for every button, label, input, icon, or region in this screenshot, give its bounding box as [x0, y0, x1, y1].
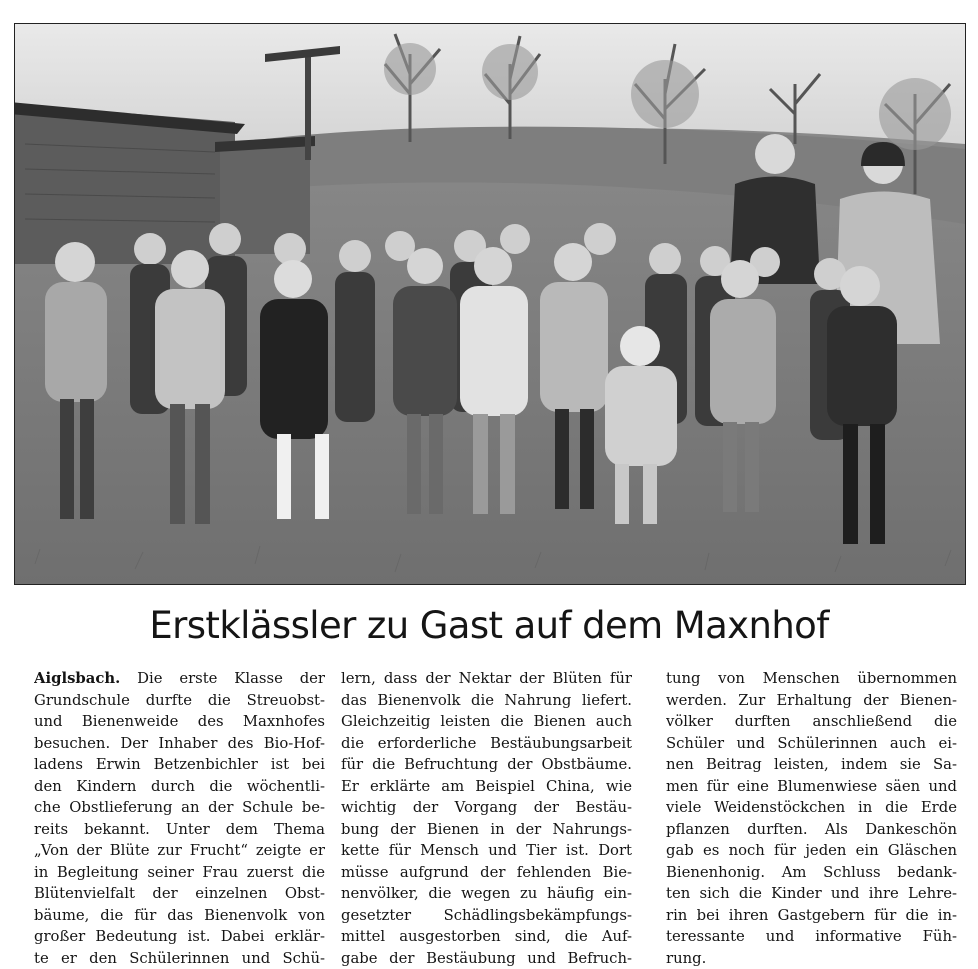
article-line: Blütenvielfalt der einzelnen Obst-	[34, 883, 325, 905]
article-line-text: Die erste Klasse der	[120, 670, 325, 687]
article-line: mittel ausgestorben sind, die Auf-	[341, 926, 632, 948]
article-line: gabe der Bestäubung und Befruch-	[341, 948, 632, 969]
article-line: „Von der Blüte zur Frucht“ zeigte er	[34, 840, 325, 862]
article-line: rin bei ihren Gastgebern für die in-	[666, 905, 957, 927]
article-line: besuchen. Der Inhaber des Bio-Hof-	[34, 733, 325, 755]
article-line: in Begleitung seiner Frau zuerst die	[34, 862, 325, 884]
article-line: nenvölker, die wegen zu häufig ein-	[341, 883, 632, 905]
article-line: Gleichzeitig leisten die Bienen auch	[341, 711, 632, 733]
article-line: nen Beitrag leisten, indem sie Sa-	[666, 754, 957, 776]
article-line: che Obstlieferung an der Schule be-	[34, 797, 325, 819]
article-line: bung der Bienen in der Nahrungs-	[341, 819, 632, 841]
article-line: gesetzter Schädlingsbekämpfungs-	[341, 905, 632, 927]
article-line	[34, 668, 325, 690]
article-line: viele Weidenstöckchen in die Erde	[666, 797, 957, 819]
article-line: ladens Erwin Betzenbichler ist bei	[34, 754, 325, 776]
article-line: Grundschule durfte die Streuobst-	[34, 690, 325, 712]
dateline: Aiglsbach.	[34, 670, 120, 687]
article-line: tung von Menschen übernommen	[666, 668, 957, 690]
article-line: Er erklärte am Beispiel China, wie	[341, 776, 632, 798]
article-line: den Kindern durch die wöchentli-	[34, 776, 325, 798]
article-line: völker durften anschließend die	[666, 711, 957, 733]
article-column-2	[341, 668, 632, 969]
article-line: gab es noch für jeden ein Gläschen	[666, 840, 957, 862]
article-line: reits bekannt. Unter dem Thema	[34, 819, 325, 841]
group-photo	[14, 23, 966, 585]
article-line: men für eine Blumenwiese säen und	[666, 776, 957, 798]
article-line: Schüler und Schülerinnen auch ei-	[666, 733, 957, 755]
article-line: für die Befruchtung der Obstbäume.	[341, 754, 632, 776]
article-line: rung.	[666, 948, 957, 969]
article-line: das Bienenvolk die Nahrung liefert.	[341, 690, 632, 712]
article-line: lern, dass der Nektar der Blüten für	[341, 668, 632, 690]
article-line: teressante und informative Füh-	[666, 926, 957, 948]
article-column-1	[34, 668, 325, 969]
article-line: großer Bedeutung ist. Dabei erklär-	[34, 926, 325, 948]
article-line: Bienenhonig. Am Schluss bedank-	[666, 862, 957, 884]
article-line: te er den Schülerinnen und Schü-	[34, 948, 325, 969]
article-line: werden. Zur Erhaltung der Bienen-	[666, 690, 957, 712]
group-photo-illustration	[15, 24, 965, 584]
article-line: müsse aufgrund der fehlenden Bie-	[341, 862, 632, 884]
article-line: die erforderliche Bestäubungsarbeit	[341, 733, 632, 755]
article-line: ten sich die Kinder und ihre Lehre-	[666, 883, 957, 905]
article-line: kette für Mensch und Tier ist. Dort	[341, 840, 632, 862]
article-line: wichtig der Vorgang der Bestäu-	[341, 797, 632, 819]
article-line: bäume, die für das Bienenvolk von	[34, 905, 325, 927]
article-line: pflanzen durften. Als Dankeschön	[666, 819, 957, 841]
article-headline: Erstklässler zu Gast auf dem Maxnhof	[0, 604, 978, 647]
article-line: und Bienenweide des Maxnhofes	[34, 711, 325, 733]
article-column-3	[666, 668, 957, 969]
